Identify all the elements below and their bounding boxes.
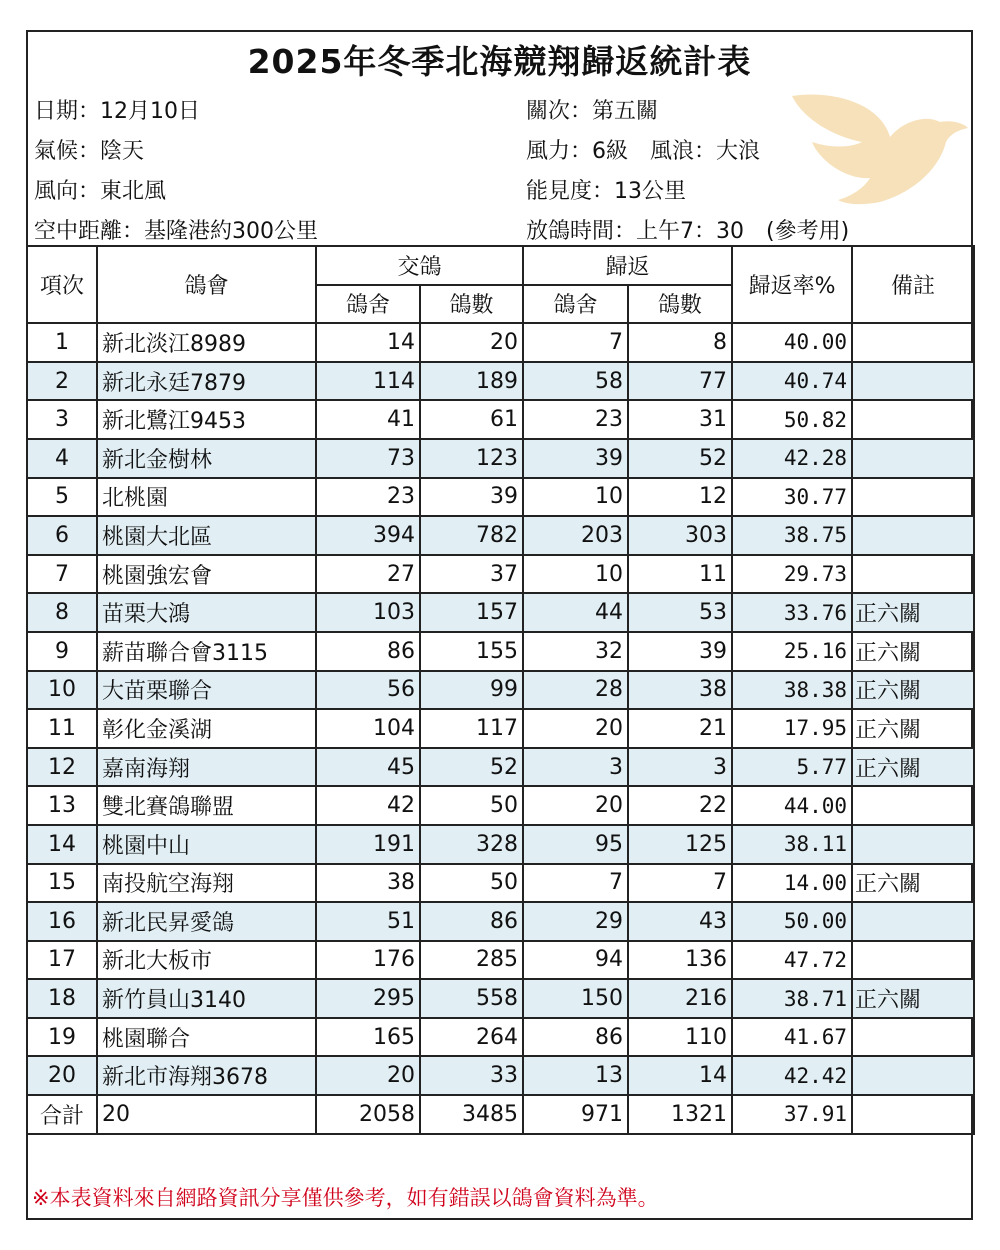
info-distance: 空中距離：基隆港約300公里 [34, 219, 318, 244]
cell-note [852, 786, 974, 825]
cell-entry-birds: 20 [420, 323, 523, 362]
table-row [27, 864, 974, 903]
cell-return-rate: 25.16 [732, 632, 852, 671]
cell-return-rate: 41.67 [732, 1018, 852, 1057]
header-club: 鴿會 [97, 246, 316, 323]
cell-return-rate: 42.28 [732, 439, 852, 478]
cell-returned-lofts: 23 [523, 400, 628, 439]
cell-returned-birds: 110 [628, 1018, 732, 1057]
header-entry-lofts: 鴿舍 [316, 285, 420, 324]
cell-entry-birds: 37 [420, 555, 523, 594]
table-row [27, 941, 974, 980]
cell-entry-lofts: 56 [316, 671, 420, 710]
table-row [27, 323, 974, 362]
cell-index: 4 [27, 439, 97, 478]
info-date: 日期：12月10日 [34, 99, 200, 124]
cell-returned-birds: 8 [628, 323, 732, 362]
header-index: 項次 [27, 246, 97, 323]
cell-note: 正六關 [852, 593, 974, 632]
header-returned-birds: 鴿數 [628, 285, 732, 324]
header-returned: 歸返 [523, 246, 732, 285]
cell-returned-birds: 136 [628, 941, 732, 980]
cell-return-rate: 50.82 [732, 400, 852, 439]
cell-club: 桃園強宏會 [97, 555, 316, 594]
info-weather: 氣候：陰天 [34, 139, 145, 164]
cell-note [852, 362, 974, 401]
cell-entry-lofts: 27 [316, 555, 420, 594]
table-row [27, 825, 974, 864]
table-body [27, 323, 974, 1133]
footer-disclaimer: ※本表資料來自網路資訊分享僅供參考，如有錯誤以鴿會資料為準。 [32, 1186, 659, 1210]
cell-club: 北桃園 [97, 478, 316, 517]
cell-note: 正六關 [852, 979, 974, 1018]
cell-returned-birds: 14 [628, 1056, 732, 1095]
cell-returned-birds: 52 [628, 439, 732, 478]
cell-returned-birds: 77 [628, 362, 732, 401]
table-row [27, 362, 974, 401]
cell-entry-birds: 3485 [420, 1095, 523, 1134]
cell-entry-lofts: 2058 [316, 1095, 420, 1134]
cell-index: 18 [27, 979, 97, 1018]
info-wind-power: 風力：6級 風浪：大浪 [526, 139, 760, 164]
cell-returned-lofts: 150 [523, 979, 628, 1018]
table-row [27, 786, 974, 825]
cell-entry-birds: 50 [420, 864, 523, 903]
cell-index: 3 [27, 400, 97, 439]
cell-entry-lofts: 103 [316, 593, 420, 632]
cell-index: 7 [27, 555, 97, 594]
table-row-total [27, 1095, 974, 1134]
cell-entry-lofts: 45 [316, 748, 420, 787]
cell-index: 9 [27, 632, 97, 671]
info-visibility: 能見度：13公里 [526, 179, 686, 204]
cell-returned-birds: 39 [628, 632, 732, 671]
cell-note: 正六關 [852, 748, 974, 787]
cell-entry-birds: 123 [420, 439, 523, 478]
cell-club: 薪苗聯合會3115 [97, 632, 316, 671]
table-row [27, 1018, 974, 1057]
cell-club: 新北市海翔3678 [97, 1056, 316, 1095]
cell-club: 桃園中山 [97, 825, 316, 864]
cell-returned-lofts: 94 [523, 941, 628, 980]
cell-returned-lofts: 7 [523, 864, 628, 903]
table-row [27, 400, 974, 439]
cell-club: 新北金樹林 [97, 439, 316, 478]
cell-entry-birds: 328 [420, 825, 523, 864]
cell-club: 新竹員山3140 [97, 979, 316, 1018]
cell-club: 新北淡江8989 [97, 323, 316, 362]
cell-index: 11 [27, 709, 97, 748]
cell-index: 2 [27, 362, 97, 401]
cell-returned-birds: 22 [628, 786, 732, 825]
cell-returned-lofts: 20 [523, 786, 628, 825]
cell-index: 17 [27, 941, 97, 980]
cell-note [852, 902, 974, 941]
table-row [27, 979, 974, 1018]
cell-index: 16 [27, 902, 97, 941]
header-returned-lofts: 鴿舍 [523, 285, 628, 324]
cell-return-rate: 38.11 [732, 825, 852, 864]
cell-note [852, 1018, 974, 1057]
cell-returned-birds: 11 [628, 555, 732, 594]
cell-index: 合計 [27, 1095, 97, 1134]
table-row [27, 1056, 974, 1095]
cell-entry-birds: 50 [420, 786, 523, 825]
cell-entry-lofts: 14 [316, 323, 420, 362]
table-row [27, 439, 974, 478]
cell-return-rate: 30.77 [732, 478, 852, 517]
cell-returned-birds: 38 [628, 671, 732, 710]
table-row [27, 478, 974, 517]
header-return-rate: 歸返率% [732, 246, 852, 323]
cell-returned-birds: 43 [628, 902, 732, 941]
cell-return-rate: 14.00 [732, 864, 852, 903]
cell-club: 新北民昇愛鴿 [97, 902, 316, 941]
cell-index: 10 [27, 671, 97, 710]
cell-return-rate: 17.95 [732, 709, 852, 748]
cell-returned-birds: 303 [628, 516, 732, 555]
cell-returned-lofts: 971 [523, 1095, 628, 1134]
cell-entry-birds: 189 [420, 362, 523, 401]
cell-note [852, 941, 974, 980]
cell-note [852, 516, 974, 555]
table-row [27, 555, 974, 594]
cell-returned-lofts: 39 [523, 439, 628, 478]
cell-note [852, 825, 974, 864]
cell-club: 桃園大北區 [97, 516, 316, 555]
cell-returned-lofts: 58 [523, 362, 628, 401]
cell-returned-lofts: 20 [523, 709, 628, 748]
cell-note [852, 1095, 974, 1134]
info-wind-direction: 風向：東北風 [34, 179, 167, 204]
table-header [27, 246, 974, 323]
cell-return-rate: 40.00 [732, 323, 852, 362]
cell-note: 正六關 [852, 864, 974, 903]
cell-entry-lofts: 86 [316, 632, 420, 671]
cell-returned-birds: 21 [628, 709, 732, 748]
cell-entry-birds: 33 [420, 1056, 523, 1095]
info-stage: 關次：第五關 [526, 99, 659, 124]
cell-note [852, 1056, 974, 1095]
cell-note [852, 555, 974, 594]
cell-entry-birds: 157 [420, 593, 523, 632]
cell-return-rate: 38.71 [732, 979, 852, 1018]
cell-entry-birds: 264 [420, 1018, 523, 1057]
cell-index: 5 [27, 478, 97, 517]
header-entry: 交鴿 [316, 246, 523, 285]
cell-entry-birds: 61 [420, 400, 523, 439]
cell-entry-lofts: 73 [316, 439, 420, 478]
cell-returned-lofts: 44 [523, 593, 628, 632]
cell-entry-lofts: 191 [316, 825, 420, 864]
cell-returned-lofts: 13 [523, 1056, 628, 1095]
cell-club: 苗栗大鴻 [97, 593, 316, 632]
table-row [27, 671, 974, 710]
cell-returned-birds: 3 [628, 748, 732, 787]
cell-entry-lofts: 176 [316, 941, 420, 980]
cell-entry-lofts: 23 [316, 478, 420, 517]
cell-return-rate: 33.76 [732, 593, 852, 632]
cell-returned-lofts: 3 [523, 748, 628, 787]
cell-note: 正六關 [852, 632, 974, 671]
cell-entry-birds: 99 [420, 671, 523, 710]
cell-club: 新北大板市 [97, 941, 316, 980]
cell-entry-birds: 39 [420, 478, 523, 517]
header-note: 備註 [852, 246, 974, 323]
cell-entry-birds: 155 [420, 632, 523, 671]
cell-club: 彰化金溪湖 [97, 709, 316, 748]
cell-entry-birds: 52 [420, 748, 523, 787]
cell-index: 8 [27, 593, 97, 632]
cell-return-rate: 29.73 [732, 555, 852, 594]
cell-note: 正六關 [852, 709, 974, 748]
cell-club: 南投航空海翔 [97, 864, 316, 903]
table-row [27, 902, 974, 941]
cell-entry-lofts: 394 [316, 516, 420, 555]
cell-index: 12 [27, 748, 97, 787]
table-row [27, 516, 974, 555]
cell-returned-lofts: 95 [523, 825, 628, 864]
cell-entry-lofts: 41 [316, 400, 420, 439]
cell-returned-lofts: 32 [523, 632, 628, 671]
cell-return-rate: 5.77 [732, 748, 852, 787]
table-row [27, 709, 974, 748]
page-title: 2025年冬季北海競翔歸返統計表 [247, 42, 752, 81]
statistics-sheet [26, 30, 973, 1220]
dove-logo-icon [790, 92, 970, 212]
cell-note [852, 478, 974, 517]
cell-note: 正六關 [852, 671, 974, 710]
cell-returned-birds: 125 [628, 825, 732, 864]
cell-return-rate: 37.91 [732, 1095, 852, 1134]
cell-returned-birds: 7 [628, 864, 732, 903]
cell-index: 14 [27, 825, 97, 864]
table-row [27, 632, 974, 671]
cell-return-rate: 38.38 [732, 671, 852, 710]
cell-return-rate: 40.74 [732, 362, 852, 401]
cell-entry-lofts: 114 [316, 362, 420, 401]
info-release-time: 放鴿時間：上午7：30 (參考用) [526, 219, 850, 244]
cell-club: 新北永廷7879 [97, 362, 316, 401]
cell-note [852, 400, 974, 439]
cell-returned-lofts: 86 [523, 1018, 628, 1057]
cell-index: 19 [27, 1018, 97, 1057]
cell-returned-birds: 31 [628, 400, 732, 439]
cell-returned-birds: 216 [628, 979, 732, 1018]
cell-club: 20 [97, 1095, 316, 1134]
cell-index: 6 [27, 516, 97, 555]
cell-index: 20 [27, 1056, 97, 1095]
cell-return-rate: 44.00 [732, 786, 852, 825]
cell-return-rate: 47.72 [732, 941, 852, 980]
cell-entry-birds: 117 [420, 709, 523, 748]
cell-returned-lofts: 29 [523, 902, 628, 941]
cell-return-rate: 38.75 [732, 516, 852, 555]
cell-returned-lofts: 10 [523, 555, 628, 594]
cell-entry-birds: 558 [420, 979, 523, 1018]
cell-entry-lofts: 42 [316, 786, 420, 825]
cell-return-rate: 50.00 [732, 902, 852, 941]
cell-club: 嘉南海翔 [97, 748, 316, 787]
table-row [27, 593, 974, 632]
header-entry-birds: 鴿數 [420, 285, 523, 324]
cell-note [852, 323, 974, 362]
cell-club: 雙北賽鴿聯盟 [97, 786, 316, 825]
cell-entry-lofts: 51 [316, 902, 420, 941]
cell-entry-lofts: 20 [316, 1056, 420, 1095]
cell-returned-birds: 12 [628, 478, 732, 517]
cell-returned-lofts: 28 [523, 671, 628, 710]
cell-entry-lofts: 295 [316, 979, 420, 1018]
cell-returned-lofts: 7 [523, 323, 628, 362]
cell-entry-lofts: 38 [316, 864, 420, 903]
cell-index: 15 [27, 864, 97, 903]
table-row [27, 748, 974, 787]
cell-club: 新北鷺江9453 [97, 400, 316, 439]
results-table [26, 245, 975, 1135]
cell-entry-birds: 782 [420, 516, 523, 555]
cell-returned-lofts: 203 [523, 516, 628, 555]
cell-club: 大苗栗聯合 [97, 671, 316, 710]
cell-note [852, 439, 974, 478]
cell-returned-birds: 53 [628, 593, 732, 632]
cell-entry-lofts: 104 [316, 709, 420, 748]
cell-entry-birds: 86 [420, 902, 523, 941]
cell-returned-lofts: 10 [523, 478, 628, 517]
cell-returned-birds: 1321 [628, 1095, 732, 1134]
cell-return-rate: 42.42 [732, 1056, 852, 1095]
cell-club: 桃園聯合 [97, 1018, 316, 1057]
cell-entry-birds: 285 [420, 941, 523, 980]
cell-index: 1 [27, 323, 97, 362]
cell-entry-lofts: 165 [316, 1018, 420, 1057]
cell-index: 13 [27, 786, 97, 825]
